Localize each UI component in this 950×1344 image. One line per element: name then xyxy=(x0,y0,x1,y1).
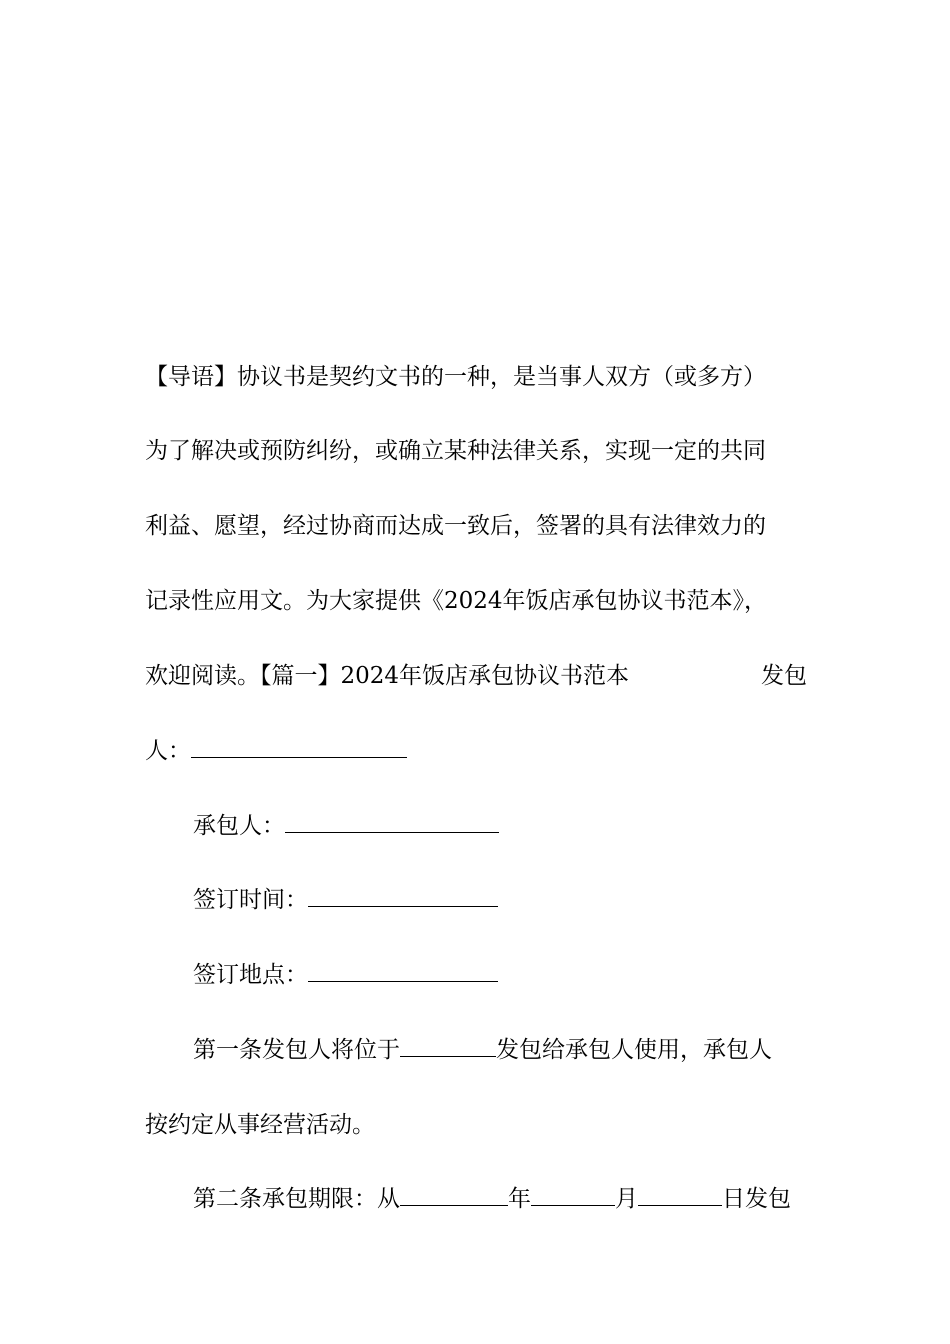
article2-line xyxy=(193,1184,807,1214)
intro-text-3: 利益、愿望，经过协商而达成一致后，签署的具有法律效力的 xyxy=(145,513,766,539)
intro-line-5 xyxy=(145,661,807,691)
contractor-blank xyxy=(285,812,499,833)
issuer-blank xyxy=(191,737,407,758)
contractor-line xyxy=(193,811,807,841)
sign-place-label: 签订地点： xyxy=(193,962,308,988)
article1-location-blank xyxy=(400,1036,496,1057)
article2-month-blank xyxy=(531,1185,615,1206)
article1-text-cont: 按约定从事经营活动。 xyxy=(145,1112,375,1138)
sign-place-blank xyxy=(308,961,498,982)
intro-text-5: 欢迎阅读。【篇一】2024年饭店承包协议书范本 xyxy=(145,663,630,689)
sign-place-line xyxy=(193,960,807,990)
intro-line-4 xyxy=(145,586,807,616)
sign-time-label: 签订时间： xyxy=(193,887,308,913)
article2-text-a: 第二条承包期限：从 xyxy=(193,1186,400,1212)
article1-text-b: 发包给承包人使用，承包人 xyxy=(496,1037,772,1063)
intro-line-2 xyxy=(145,436,807,466)
article2-day-label: 日发包 xyxy=(722,1186,791,1212)
article2-year-label: 年 xyxy=(508,1186,531,1212)
issuer-line xyxy=(145,736,807,766)
sign-time-blank xyxy=(308,886,498,907)
issuer-label-start: 发包 xyxy=(761,663,807,689)
intro-line-1 xyxy=(145,362,807,392)
article1-cont-line xyxy=(145,1110,807,1140)
article2-day-blank xyxy=(638,1185,722,1206)
article2-year-blank xyxy=(400,1185,508,1206)
intro-text-1: 【导语】协议书是契约文书的一种，是当事人双方（或多方） xyxy=(145,364,766,390)
intro-line-3 xyxy=(145,511,807,541)
intro-text-4: 记录性应用文。为大家提供《2024年饭店承包协议书范本》， xyxy=(145,588,768,614)
contractor-label: 承包人： xyxy=(193,813,285,839)
article2-month-label: 月 xyxy=(615,1186,638,1212)
sign-time-line xyxy=(193,885,807,915)
intro-text-2: 为了解决或预防纠纷，或确立某种法律关系，实现一定的共同 xyxy=(145,438,766,464)
issuer-label-end: 人： xyxy=(145,738,191,764)
article1-line xyxy=(193,1035,807,1065)
article1-text-a: 第一条发包人将位于 xyxy=(193,1037,400,1063)
